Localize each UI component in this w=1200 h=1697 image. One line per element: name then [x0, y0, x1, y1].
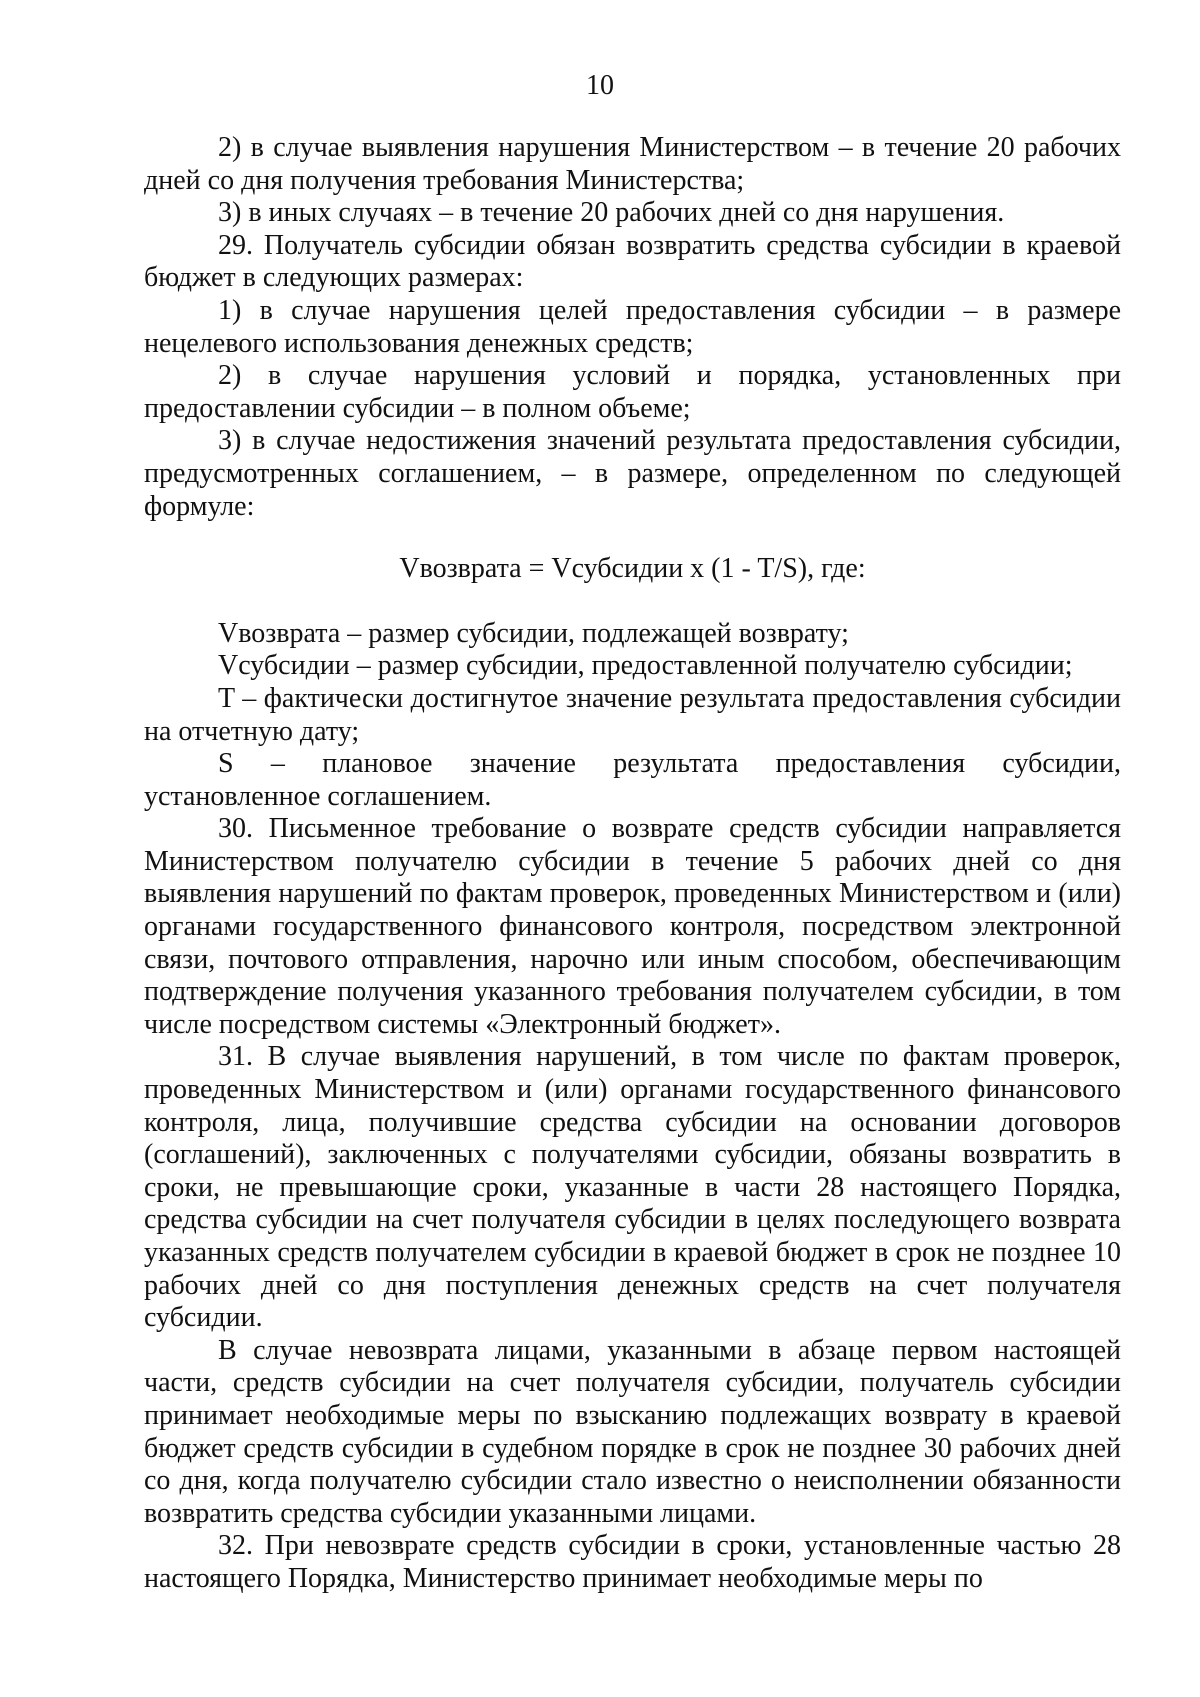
paragraph-31-violations: 31. В случае выявления нарушений, в том числе по фактам проверок, проведенных Министерством и (или) органами государственного финансового контроля, лица, получившие средства субсидии на основании договоров (соглашений), заключенных с получателями субсидии, обязаны возвратить в сроки, не превышающие сроки, указанные в части 28 настоящего Порядка, средства субсидии на счет получателя субсидии в целях последующего возврата указанных средств получателем субсидии в краевой бюджет в срок не позднее 10 рабочих дней со дня поступления денежных средств на счет получателя субсидии.	[144, 1041, 1121, 1334]
formula-definition-t: T – фактически достигнутое значение результата предоставления субсидии на отчетную дату;	[144, 682, 1121, 747]
paragraph-31-non-return: В случае невозврата лицами, указанными в абзаце первом настоящей части, средств субсидии на счет получателя субсидии, получатель субсидии принимает необходимые меры по взысканию подлежащих возврату в краевой бюджет средств субсидии в судебном порядке в срок не позднее 30 рабочих дней со дня, когда получателю субсидии стало известно о неисполнении обязанности возвратить средства субсидии указанными лицами.	[144, 1334, 1121, 1529]
paragraph-item-2-violation-ministry: 2) в случае выявления нарушения Министерством – в течение 20 рабочих дней со дня получения требования Министерства;	[144, 132, 1121, 196]
paragraph-29-return-obligation: 29. Получатель субсидии обязан возвратить средства субсидии в краевой бюджет в следующих размерах:	[144, 229, 1121, 294]
paragraph-29-item-1: 1) в случае нарушения целей предоставления субсидии – в размере нецелевого использования денежных средств;	[144, 294, 1121, 359]
paragraph-29-item-3: 3) в случае недостижения значений результата предоставления субсидии, предусмотренных соглашением, – в размере, определенном по следующей формуле:	[144, 425, 1121, 522]
formula-definition-vreturn: Vвозврата – размер субсидии, подлежащей возврату;	[218, 617, 849, 649]
paragraph-item-3-other-cases: 3) в иных случаях – в течение 20 рабочих дней со дня нарушения.	[218, 197, 1005, 229]
return-formula: Vвозврата = Vсубсидии x (1 - T/S), где:	[399, 553, 866, 585]
paragraph-29-item-2: 2) в случае нарушения условий и порядка, установленных при предоставлении субсидии – в полном объеме;	[144, 360, 1121, 424]
document-body	[144, 132, 1121, 1596]
formula-definition-vsubsidy: Vсубсидии – размер субсидии, предоставленной получателю субсидии;	[218, 650, 1073, 682]
page-number: 10	[586, 70, 614, 101]
paragraph-32-non-return-deadline: 32. При невозврате средств субсидии в сроки, установленные частью 28 настоящего Порядка, Министерство принимает необходимые меры по	[144, 1530, 1121, 1594]
paragraph-30-written-demand: 30. Письменное требование о возврате средств субсидии направляется Министерством получателю субсидии в течение 5 рабочих дней со дня выявления нарушений по фактам проверок, проведенных Министерством и (или) органами государственного финансового контроля, посредством электронной связи, почтового отправления, нарочно или иным способом, обеспечивающим подтверждение получения указанного требования получателем субсидии, в том числе посредством системы «Электронный бюджет».	[144, 813, 1121, 1040]
formula-definition-s: S – плановое значение результата предоставления субсидии, установленное соглашением.	[144, 748, 1121, 812]
